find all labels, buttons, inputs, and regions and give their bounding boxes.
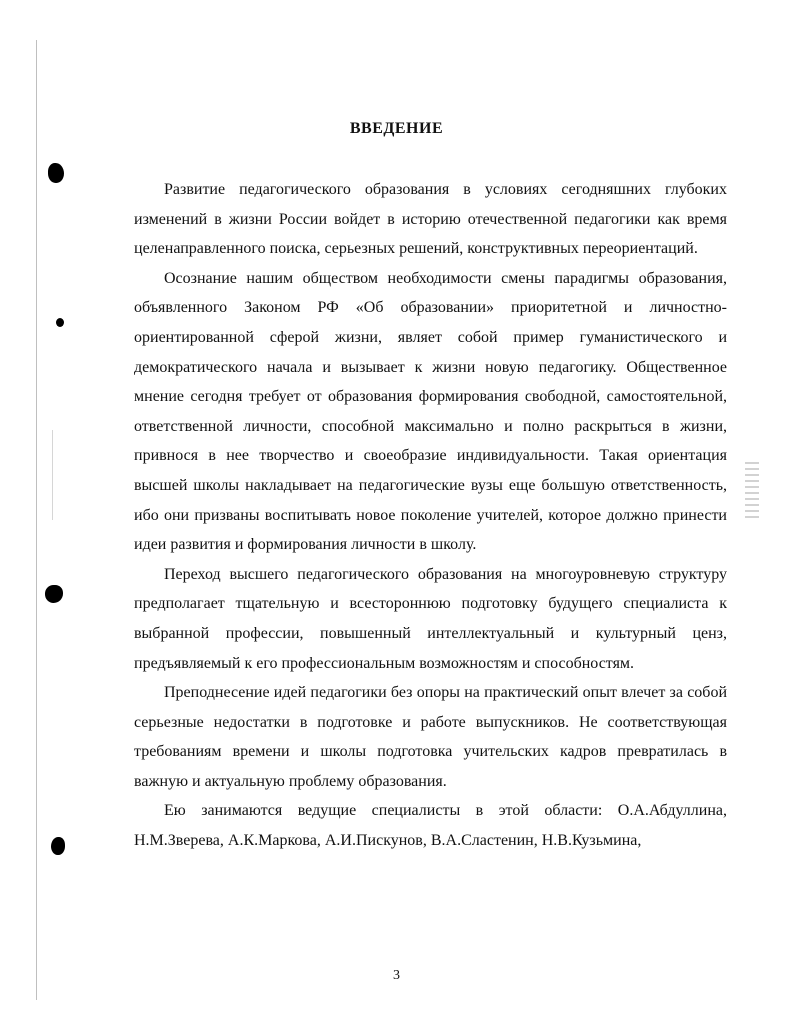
scan-border-line <box>52 430 53 520</box>
paragraph: Ею занимаются ведущие специалисты в этой области: О.А.Абдуллина, Н.М.Зверева, А.К.Маркова, А.И.Пискунов, В.А.Сластенин, Н.В.Кузьмина, <box>134 802 727 850</box>
punch-hole-mark <box>51 837 65 855</box>
body-text <box>134 175 727 856</box>
paragraph: Осознание нашим обществом необходимости смены парадигмы образования, объявленного Законом РФ «Об образовании» приоритетной и личностно-ориентированной сферой жизни, являет собой пример гуманистического и демократического начала и вызывает к жизни новую педагогику. Общественное мнение сегодня требует от образования формирования свободной, самостоятельной, ответственной личности, способной максимально и полно раскрыться в жизни, привнося в нее творчество и своеобразие индивидуальности. Такая ориентация высшей школы накладывает на педагогические вузы еще большую ответственность, ибо они призваны воспитывать новое поколение учителей, которое должно принести идеи развития и формирования личности в школу. <box>134 269 727 554</box>
paragraph: Развитие педагогического образования в условиях сегодняшних глубоких изменений в жизни России войдет в историю отечественной педагогики как время целенаправленного поиска, серьезных решений, конструктивных переориентаций. <box>134 181 727 258</box>
scan-border-line <box>36 40 37 1000</box>
punch-hole-mark <box>45 585 63 603</box>
paragraph: Преподнесение идей педагогики без опоры на практический опыт влечет за собой серьезные недостатки в подготовке и работе выпускников. Не соответствующая требованиям времени и школы подготовка учительских кадров превратилась в важную и актуальную проблему образования. <box>134 684 727 790</box>
punch-hole-mark <box>56 318 64 327</box>
page-number: 3 <box>393 968 400 983</box>
punch-hole-mark <box>48 163 64 183</box>
section-heading: ВВЕДЕНИЕ <box>349 120 444 137</box>
faint-stamp-mark <box>745 462 759 522</box>
paragraph: Переход высшего педагогического образования на многоуровневую структуру предполагает тщательную и всестороннюю подготовку будущего специалиста к выбранной профессии, повышенный интеллектуальный и культурный ценз, предъявляемый к его профессиональным возможностям и способностям. <box>134 565 727 672</box>
